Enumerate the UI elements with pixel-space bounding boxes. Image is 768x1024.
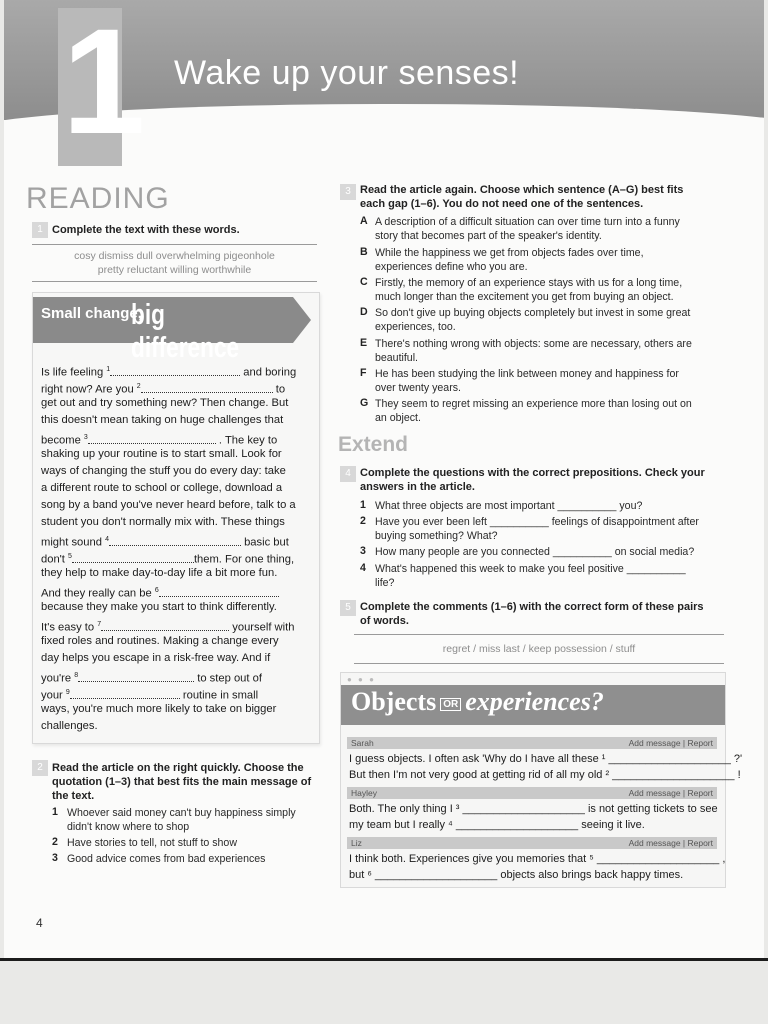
question-line: What's happened this week to make you feel positive __________ bbox=[375, 563, 686, 575]
option-sentence-line: much longer than the excitement you get from buying an object. bbox=[375, 291, 674, 303]
option-sentence-line: over twenty years. bbox=[375, 382, 461, 394]
article-line-text: shaking up your routine is to start small. Look for bbox=[41, 448, 282, 460]
article-card bbox=[32, 292, 320, 744]
article-line-text: . The key to bbox=[215, 434, 278, 447]
gap-number: 5 bbox=[68, 553, 72, 560]
option-sentence-line: beautiful. bbox=[375, 352, 418, 364]
option-sentence bbox=[375, 397, 692, 425]
article-line-text: yourself with bbox=[229, 621, 295, 634]
exercise-number-3: 3 bbox=[340, 184, 356, 200]
post-author: Sarah bbox=[351, 738, 374, 748]
option-sentence-line: Firstly, the memory of an experience stays with us for a long time, bbox=[375, 277, 683, 289]
gap-number: 9 bbox=[65, 689, 70, 696]
word-box-line-2: pretty reluctant willing worthwhile bbox=[97, 264, 252, 276]
forum-title bbox=[351, 687, 604, 717]
exercise-3-instruction-line: Read the article again. Choose which sentence (A–G) best fits bbox=[360, 184, 684, 196]
article-line-text: routine in small bbox=[179, 689, 259, 702]
article-line bbox=[41, 395, 288, 412]
article-line bbox=[41, 446, 282, 463]
article-line-text: they help to make day-to-day life a bit more fun. bbox=[41, 567, 278, 579]
gap-number: 3 bbox=[83, 434, 88, 441]
post-actions-link[interactable]: Add message | Report bbox=[628, 838, 713, 848]
option-sentence-line: an object. bbox=[375, 412, 421, 424]
gap-blank[interactable] bbox=[110, 365, 240, 376]
post-text-line: but ⁶ ____________________ objects also brings back happy times. bbox=[349, 869, 684, 881]
forum-title-or: OR bbox=[440, 698, 461, 711]
article-line bbox=[41, 701, 276, 718]
exercise-2-instruction-line: quotation (1–3) that best fits the main message of bbox=[52, 776, 312, 788]
exercise-2-instruction-line: the text. bbox=[52, 790, 95, 802]
option-letter: C bbox=[360, 276, 368, 288]
extend-heading: Extend bbox=[338, 433, 409, 456]
gap-number: 1 bbox=[106, 366, 111, 373]
exercise-5-instruction-line: Complete the comments (1–6) with the correct form of these pairs bbox=[360, 601, 704, 613]
option-letter: G bbox=[360, 397, 369, 409]
exercise-number-5: 5 bbox=[340, 600, 356, 616]
question-text bbox=[375, 515, 699, 543]
ex2-item-line: Good advice comes from bad experiences bbox=[67, 853, 266, 865]
article-line-text: might sound bbox=[41, 536, 106, 549]
article-line-text: and boring bbox=[240, 366, 297, 379]
question-number: 4 bbox=[360, 562, 366, 574]
exercise-5-instruction-line: of words. bbox=[360, 615, 409, 627]
post-author: Hayley bbox=[351, 788, 377, 798]
option-sentence bbox=[375, 337, 692, 365]
ex2-item-line: Whoever said money can't buy happiness simply bbox=[67, 807, 296, 819]
article-line-text: right now? Are you bbox=[41, 383, 137, 396]
post-text-line: I guess objects. I often ask 'Why do I have all these ¹ ____________________ ?' bbox=[349, 753, 743, 765]
option-sentence-line: While the happiness we get from objects fades over time, bbox=[375, 247, 644, 259]
post-actions-link[interactable]: Add message | Report bbox=[628, 738, 713, 748]
article-line-text: fixed roles and routines. Making a change every bbox=[41, 635, 279, 647]
question-number: 1 bbox=[360, 499, 366, 511]
exercise-5-instruction bbox=[360, 600, 704, 628]
article-title-part-1: Small change, bbox=[41, 305, 142, 322]
question-line: buying something? What? bbox=[375, 530, 498, 542]
article-line-text: song by a band you've never heard before, talk to a bbox=[41, 499, 296, 511]
question-text bbox=[375, 545, 694, 559]
forum-card bbox=[340, 672, 743, 888]
option-sentence-line: There's nothing wrong with objects: some are necessary, others are bbox=[375, 338, 692, 350]
article-title-part-2: big difference bbox=[131, 299, 240, 364]
option-sentence-line: story that becomes part of the speaker's identity. bbox=[375, 230, 602, 242]
gap-blank[interactable] bbox=[72, 552, 194, 563]
article-line-text: It's easy to bbox=[41, 621, 98, 634]
gap-blank[interactable] bbox=[109, 535, 241, 546]
option-sentence-line: experiences, too. bbox=[375, 321, 456, 333]
option-sentence bbox=[375, 306, 690, 334]
article-line-text: student you don't normally mix with. These things bbox=[41, 516, 285, 528]
option-sentence-line: A description of a difficult situation can over time turn into a funny bbox=[375, 216, 680, 228]
word-pairs-box: regret / miss last / keep possession / stuff bbox=[354, 634, 724, 664]
forum-title-part-2: experiences? bbox=[465, 687, 604, 716]
article-line-text: Is life feeling bbox=[41, 366, 107, 379]
forum-title-part-1: Objects bbox=[351, 687, 437, 716]
article-line bbox=[41, 718, 98, 735]
article-line-text: And they really can be bbox=[41, 587, 155, 600]
article-line-text: a different route to school or college, download a bbox=[41, 482, 283, 494]
exercise-3-instruction-line: each gap (1–6). You do not need one of the sentences. bbox=[360, 198, 644, 210]
post-text-line: my team but I really ⁴ ____________________ seeing it live. bbox=[349, 819, 645, 831]
ex2-item-number: 1 bbox=[52, 806, 58, 818]
article-line-text: challenges. bbox=[41, 720, 98, 732]
exercise-2-instruction bbox=[52, 761, 311, 803]
post-header bbox=[347, 737, 717, 749]
post-author: Liz bbox=[351, 838, 362, 848]
gap-number: 4 bbox=[105, 536, 109, 543]
gap-number: 6 bbox=[154, 587, 159, 594]
article-line bbox=[41, 599, 277, 616]
ex2-item bbox=[67, 836, 237, 850]
post-text-line: But then I'm not very good at getting rid of all my old ² ____________________ ! bbox=[349, 769, 741, 781]
article-line bbox=[41, 412, 283, 429]
option-sentence bbox=[375, 276, 682, 304]
option-sentence-line: So don't give up buying objects completely but invest in some great bbox=[375, 307, 691, 319]
gap-blank[interactable] bbox=[141, 382, 273, 393]
post-actions-link[interactable]: Add message | Report bbox=[628, 788, 713, 798]
gap-blank[interactable] bbox=[88, 433, 216, 444]
exercise-4-instruction bbox=[360, 466, 705, 494]
unit-number: 1 bbox=[62, 0, 142, 165]
question-line: How many people are you connected __________ on social media? bbox=[375, 546, 695, 558]
exercise-1-instruction: Complete the text with these words. bbox=[52, 224, 240, 236]
option-letter: E bbox=[360, 337, 368, 349]
exercise-number-4: 4 bbox=[340, 466, 356, 482]
article-line-text: don't bbox=[41, 553, 69, 566]
option-sentence-line: experiences define who you are. bbox=[375, 261, 528, 273]
question-line: life? bbox=[375, 577, 395, 589]
ex2-item-number: 3 bbox=[52, 852, 58, 864]
option-sentence-line: He has been studying the link between money and happiness for bbox=[375, 368, 679, 380]
gap-blank[interactable] bbox=[78, 671, 194, 682]
gap-number: 2 bbox=[136, 383, 141, 390]
article-line-text: ways of changing the stuff you do every day: take bbox=[41, 465, 286, 477]
article-line bbox=[41, 633, 279, 650]
article-line-text: basic but bbox=[240, 536, 289, 549]
unit-title: Wake up your senses! bbox=[174, 54, 520, 92]
article-line-text: ways, you're much more likely to take on bigger bbox=[41, 703, 277, 715]
question-number: 3 bbox=[360, 545, 366, 557]
article-line-text: day helps you escape in a risk-free way. And if bbox=[41, 652, 271, 664]
exercise-3-instruction bbox=[360, 183, 683, 211]
post-text-line: I think both. Experiences give you memories that ⁵ ____________________ , bbox=[349, 853, 726, 865]
article-line-text: to step out of bbox=[194, 672, 262, 685]
option-sentence bbox=[375, 367, 679, 395]
question-text bbox=[375, 499, 642, 513]
option-letter: F bbox=[360, 367, 367, 379]
ex2-item bbox=[67, 806, 296, 834]
gap-blank[interactable] bbox=[101, 620, 229, 631]
post-header bbox=[347, 837, 717, 849]
article-line bbox=[41, 463, 286, 480]
article-line-text: this doesn't mean taking on huge challenges that bbox=[41, 414, 284, 426]
article-line-text: to bbox=[272, 383, 286, 396]
window-dots-icon: ● ● ● bbox=[347, 675, 376, 684]
option-sentence bbox=[375, 246, 644, 274]
question-line: What three objects are most important __________ you? bbox=[375, 500, 643, 512]
question-line: Have you ever been left __________ feelings of disappointment after bbox=[375, 516, 699, 528]
article-line bbox=[41, 497, 296, 514]
word-box bbox=[32, 244, 317, 282]
option-sentence bbox=[375, 215, 680, 243]
page-edge bbox=[0, 958, 768, 961]
option-sentence-line: They seem to regret missing an experience more than losing out on bbox=[375, 398, 692, 410]
article-line-text: become bbox=[41, 434, 84, 447]
gap-blank[interactable] bbox=[159, 586, 279, 597]
word-box-line-1: cosy dismiss dull overwhelming pigeonhole bbox=[74, 250, 275, 262]
exercise-4-instruction-line: answers in the article. bbox=[360, 481, 475, 493]
article-line bbox=[41, 650, 270, 667]
question-text bbox=[375, 562, 686, 590]
ex2-item bbox=[67, 852, 265, 866]
page-number: 4 bbox=[36, 916, 43, 930]
post-text-line: Both. The only thing I ³ ____________________ is not getting tickets to see bbox=[349, 803, 718, 815]
option-letter: A bbox=[360, 215, 368, 227]
article-line-text: get out and try something new? Then change. But bbox=[41, 397, 289, 409]
question-number: 2 bbox=[360, 515, 366, 527]
gap-number: 8 bbox=[74, 672, 79, 679]
article-line-text: because they make you start to think differently. bbox=[41, 601, 277, 613]
option-letter: B bbox=[360, 246, 368, 258]
workbook-page bbox=[4, 0, 764, 960]
article-line bbox=[41, 565, 277, 582]
ex2-item-line: didn't know where to shop bbox=[67, 821, 190, 833]
article-line-text: you're bbox=[41, 672, 75, 685]
exercise-number-2: 2 bbox=[32, 760, 48, 776]
article-line-text: your bbox=[41, 689, 66, 702]
article-line bbox=[41, 480, 282, 497]
ex2-item-number: 2 bbox=[52, 836, 58, 848]
article-line bbox=[41, 514, 285, 531]
option-letter: D bbox=[360, 306, 368, 318]
reading-heading: READING bbox=[26, 182, 170, 215]
exercise-number-1: 1 bbox=[32, 222, 48, 238]
post-header bbox=[347, 787, 717, 799]
exercise-4-instruction-line: Complete the questions with the correct prepositions. Check your bbox=[360, 467, 705, 479]
exercise-2-instruction-line: Read the article on the right quickly. Choose the bbox=[52, 762, 304, 774]
ex2-item-line: Have stories to tell, not stuff to show bbox=[67, 837, 237, 849]
gap-number: 7 bbox=[97, 621, 102, 628]
gap-blank[interactable] bbox=[70, 688, 180, 699]
article-line-text: them. For one thing, bbox=[193, 553, 295, 566]
